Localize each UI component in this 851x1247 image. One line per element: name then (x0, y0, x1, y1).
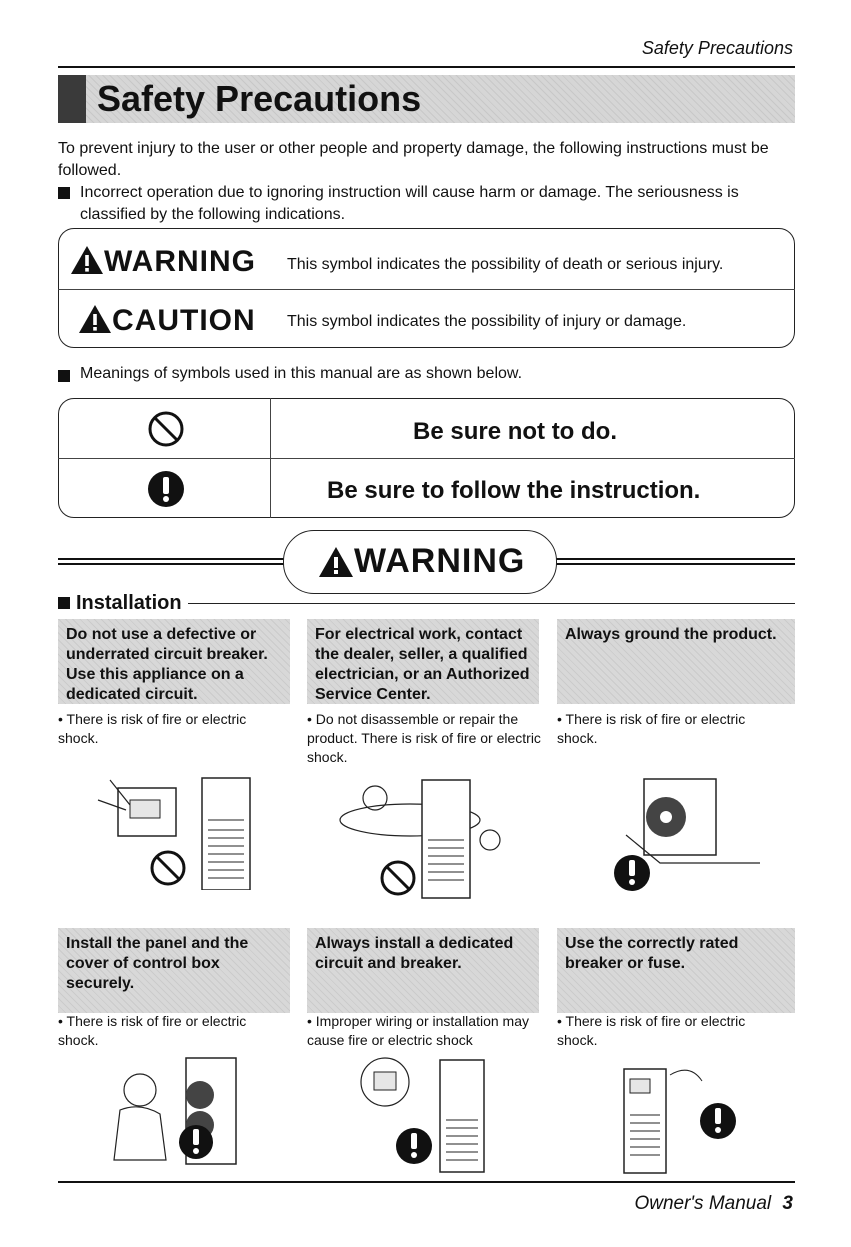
warning-rule-right-top (554, 558, 795, 560)
page-footer (634, 1193, 793, 1215)
symbols-intro (58, 365, 851, 383)
footer-manual-label: Owner's Manual (634, 1193, 772, 1214)
caution-word: CAUTION (112, 304, 256, 337)
caution-desc: This symbol indicates the possibility of injury or damage. (287, 313, 687, 330)
warning-rule-right-bottom (554, 563, 795, 565)
prohibition-icon (147, 410, 185, 448)
intro-text (58, 138, 798, 226)
symbol-text-follow: Be sure to follow the instruction. (327, 477, 701, 504)
panel-cover-illustration (100, 1050, 260, 1170)
warning-banner-text: WARNING (354, 542, 526, 580)
symbols-h-divider (58, 458, 795, 459)
signal-divider (58, 289, 795, 290)
footer-rule (58, 1181, 795, 1183)
intro-line-2 (58, 182, 798, 226)
warning-rule-left-top (58, 558, 284, 560)
item-heading-box (307, 619, 539, 704)
item-heading-box (58, 928, 290, 1013)
warning-rule-left-bottom (58, 563, 284, 565)
warning-triangle-icon (318, 546, 354, 578)
square-bullet-icon (58, 370, 70, 382)
item-heading-box (58, 619, 290, 704)
symbol-text-do-not: Be sure not to do. (413, 418, 617, 445)
grounded-outdoor-unit-illustration (590, 765, 770, 895)
item-heading: Always install a dedicated circuit and breaker. (315, 935, 514, 972)
technician-illustration (330, 770, 520, 900)
item-heading-box (307, 928, 539, 1013)
square-bullet-icon (58, 187, 70, 199)
item-heading: Always ground the product. (565, 626, 777, 643)
breaker-panel-illustration (90, 760, 270, 890)
item-description: • There is risk of fire or electric shock. (557, 711, 746, 746)
warning-triangle-icon (70, 245, 104, 275)
symbols-intro-text: Meanings of symbols used in this manual are as shown below. (80, 365, 523, 382)
item-heading: For electrical work, contact the dealer, seller, a qualified electrician, or an Authorized Service Center. (315, 626, 530, 703)
item-description: • There is risk of fire or electric shock. (557, 1013, 746, 1048)
page-title: Safety Precautions (97, 78, 422, 119)
top-rule (58, 66, 795, 68)
page-number: 3 (782, 1193, 793, 1214)
item-description: • Do not disassemble or repair the product. There is risk of fire or electric shock. (307, 711, 541, 765)
square-bullet-icon (58, 597, 70, 609)
rated-breaker-illustration (610, 1055, 760, 1175)
running-title: Safety Precautions (641, 38, 793, 58)
caution-triangle-icon (78, 304, 112, 334)
item-description: • There is risk of fire or electric shock. (58, 711, 247, 746)
banner-block (58, 75, 86, 123)
section-title: Installation (76, 592, 182, 614)
warning-word: WARNING (104, 245, 256, 278)
symbols-v-divider (270, 398, 271, 518)
dedicated-circuit-illustration (350, 1050, 500, 1175)
item-heading-box (557, 619, 795, 704)
item-heading-box (557, 928, 795, 1013)
intro-line-1: To prevent injury to the user or other people and property damage, the following instructions must be followed. (58, 140, 769, 179)
warning-desc: This symbol indicates the possibility of death or serious injury. (287, 256, 724, 273)
item-description: • Improper wiring or installation may cause fire or electric shock (307, 1013, 529, 1048)
item-description: • There is risk of fire or electric shock. (58, 1013, 247, 1048)
mandatory-icon (147, 470, 185, 508)
intro-line-2-text: Incorrect operation due to ignoring instruction will cause harm or damage. The seriousness is classified by the following indications. (80, 184, 739, 223)
item-heading: Install the panel and the cover of control box securely. (66, 935, 249, 992)
item-heading: Use the correctly rated breaker or fuse. (565, 935, 739, 972)
section-rule (188, 603, 795, 604)
item-heading: Do not use a defective or underrated circuit breaker. Use this appliance on a dedicated circuit. (66, 626, 268, 703)
